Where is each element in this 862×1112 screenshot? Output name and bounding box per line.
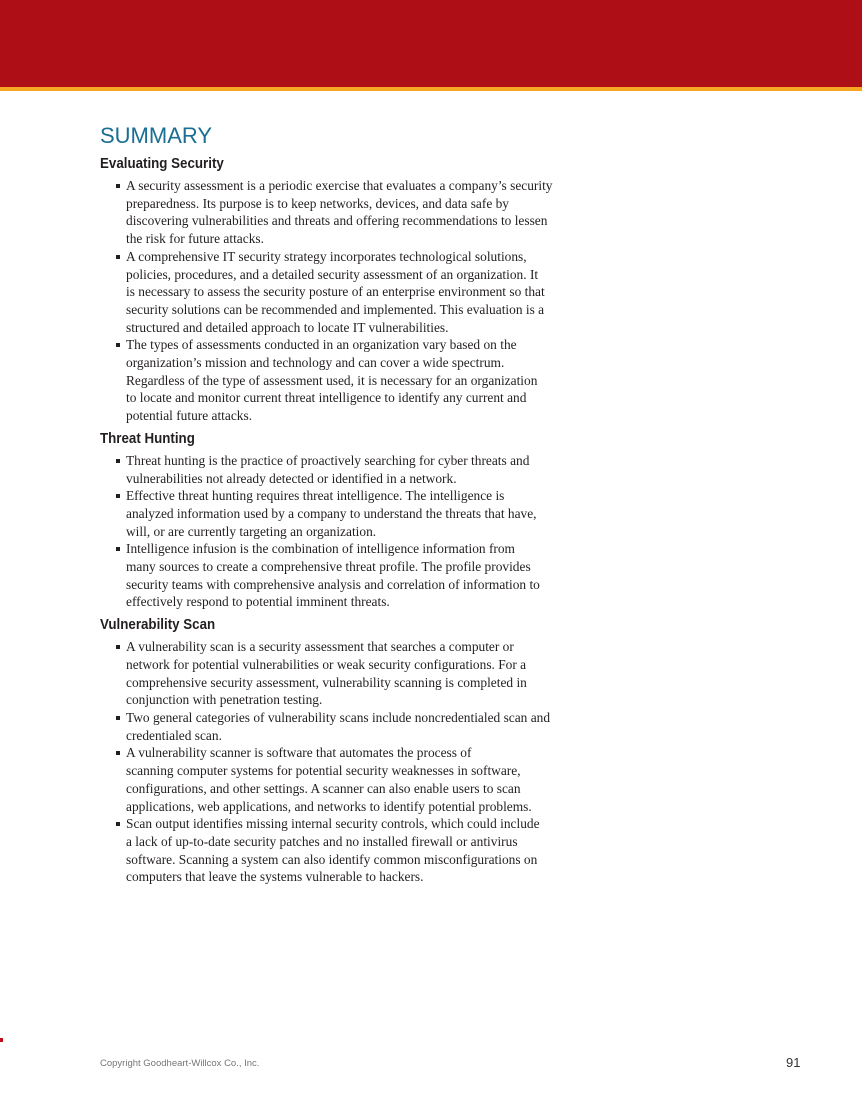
bullet-line: scanning computer systems for potential security weaknesses in software,: [126, 763, 521, 779]
bullet-line: effectively respond to potential imminent threats.: [126, 594, 390, 610]
bullet-item: [100, 709, 620, 744]
bullet-line: many sources to create a comprehensive threat profile. The profile provides: [126, 559, 531, 575]
section-heading: Evaluating Security: [100, 156, 224, 172]
page-number: 91: [786, 1055, 801, 1070]
bullet-line: will, or are currently targeting an organization.: [126, 523, 377, 539]
bullet-line: analyzed information used by a company to understand the threats that have,: [126, 505, 537, 521]
bullet-line: configurations, and other settings. A scanner can also enable users to scan: [126, 780, 521, 796]
bullet-line: the risk for future attacks.: [126, 231, 264, 247]
bullet-item: [100, 248, 620, 337]
bullet-item: [100, 452, 620, 487]
summary-content: [100, 122, 620, 890]
bullet-line: policies, procedures, and a detailed security assessment of an organization. It: [126, 266, 539, 282]
bullet-line: vulnerabilities not already detected or identified in a network.: [126, 470, 457, 486]
bullet-line: comprehensive security assessment, vulnerability scanning is completed in: [126, 674, 527, 690]
bullet-line: conjunction with penetration testing.: [126, 692, 323, 708]
margin-mark: [0, 1038, 3, 1042]
bullet-item: [100, 540, 620, 611]
bullet-item: [100, 815, 620, 886]
bullet-line: A vulnerability scanner is software that automates the process of: [126, 745, 472, 761]
bullet-list: [100, 177, 620, 425]
bullet-line: A security assessment is a periodic exercise that evaluates a company’s security: [126, 178, 553, 193]
bullet-line: security teams with comprehensive analysis and correlation of information to: [126, 576, 540, 592]
bullet-item: [100, 744, 620, 815]
bullet-item: [100, 177, 620, 248]
bullet-line: Two general categories of vulnerability scans include noncredentialed scan and: [126, 709, 551, 725]
bullet-line: a lack of up-to-date security patches and no installed firewall or antivirus: [126, 833, 518, 849]
bullet-line: potential future attacks.: [126, 408, 253, 424]
bullet-line: organization’s mission and technology and can cover a wide spectrum.: [126, 355, 505, 371]
bullet-line: applications, web applications, and networks to identify potential problems.: [126, 798, 532, 814]
bullet-line: security solutions can be recommended and implemented. This evaluation is a: [126, 301, 545, 317]
bullet-item: [100, 487, 620, 540]
bullet-line: Regardless of the type of assessment used, it is necessary for an organization: [126, 372, 538, 388]
bullet-line: Threat hunting is the practice of proactively searching for cyber threats and: [126, 452, 530, 468]
bullet-line: A vulnerability scan is a security assessment that searches a computer or: [126, 639, 514, 655]
bullet-line: The types of assessments conducted in an organization vary based on the: [126, 337, 517, 353]
bullet-list: [100, 452, 620, 611]
copyright-footer: Copyright Goodheart-Willcox Co., Inc.: [100, 1058, 260, 1069]
bullet-line: A comprehensive IT security strategy incorporates technological solutions,: [126, 248, 527, 264]
bullet-line: Intelligence infusion is the combination of intelligence information from: [126, 541, 515, 557]
bullet-line: software. Scanning a system can also identify common misconfigurations on: [126, 851, 538, 867]
sections: [100, 154, 620, 886]
section-heading: Vulnerability Scan: [100, 617, 216, 634]
bullet-item: [100, 336, 620, 425]
bullet-line: Effective threat hunting requires threat intelligence. The intelligence is: [126, 488, 505, 504]
header-band: [0, 0, 862, 87]
bullet-line: to locate and monitor current threat intelligence to identify any current and: [126, 390, 527, 406]
bullet-line: Scan output identifies missing internal security controls, which could include: [126, 816, 540, 832]
bullet-line: preparedness. Its purpose is to keep networks, devices, and data safe by: [126, 195, 509, 211]
bullet-item: [100, 638, 620, 709]
bullet-line: is necessary to assess the security posture of an enterprise environment so that: [126, 284, 545, 300]
section-heading: Threat Hunting: [100, 430, 195, 447]
page-title: SUMMARY: [100, 123, 213, 148]
bullet-list: [100, 638, 620, 886]
bullet-line: computers that leave the systems vulnerable to hackers.: [126, 869, 424, 885]
bullet-line: structured and detailed approach to locate IT vulnerabilities.: [126, 319, 449, 335]
bullet-line: discovering vulnerabilities and threats and offering recommendations to lessen: [126, 213, 548, 229]
bullet-line: credentialed scan.: [126, 727, 222, 743]
header-stripe: [0, 87, 862, 91]
bullet-line: network for potential vulnerabilities or weak security configurations. For a: [126, 656, 527, 672]
